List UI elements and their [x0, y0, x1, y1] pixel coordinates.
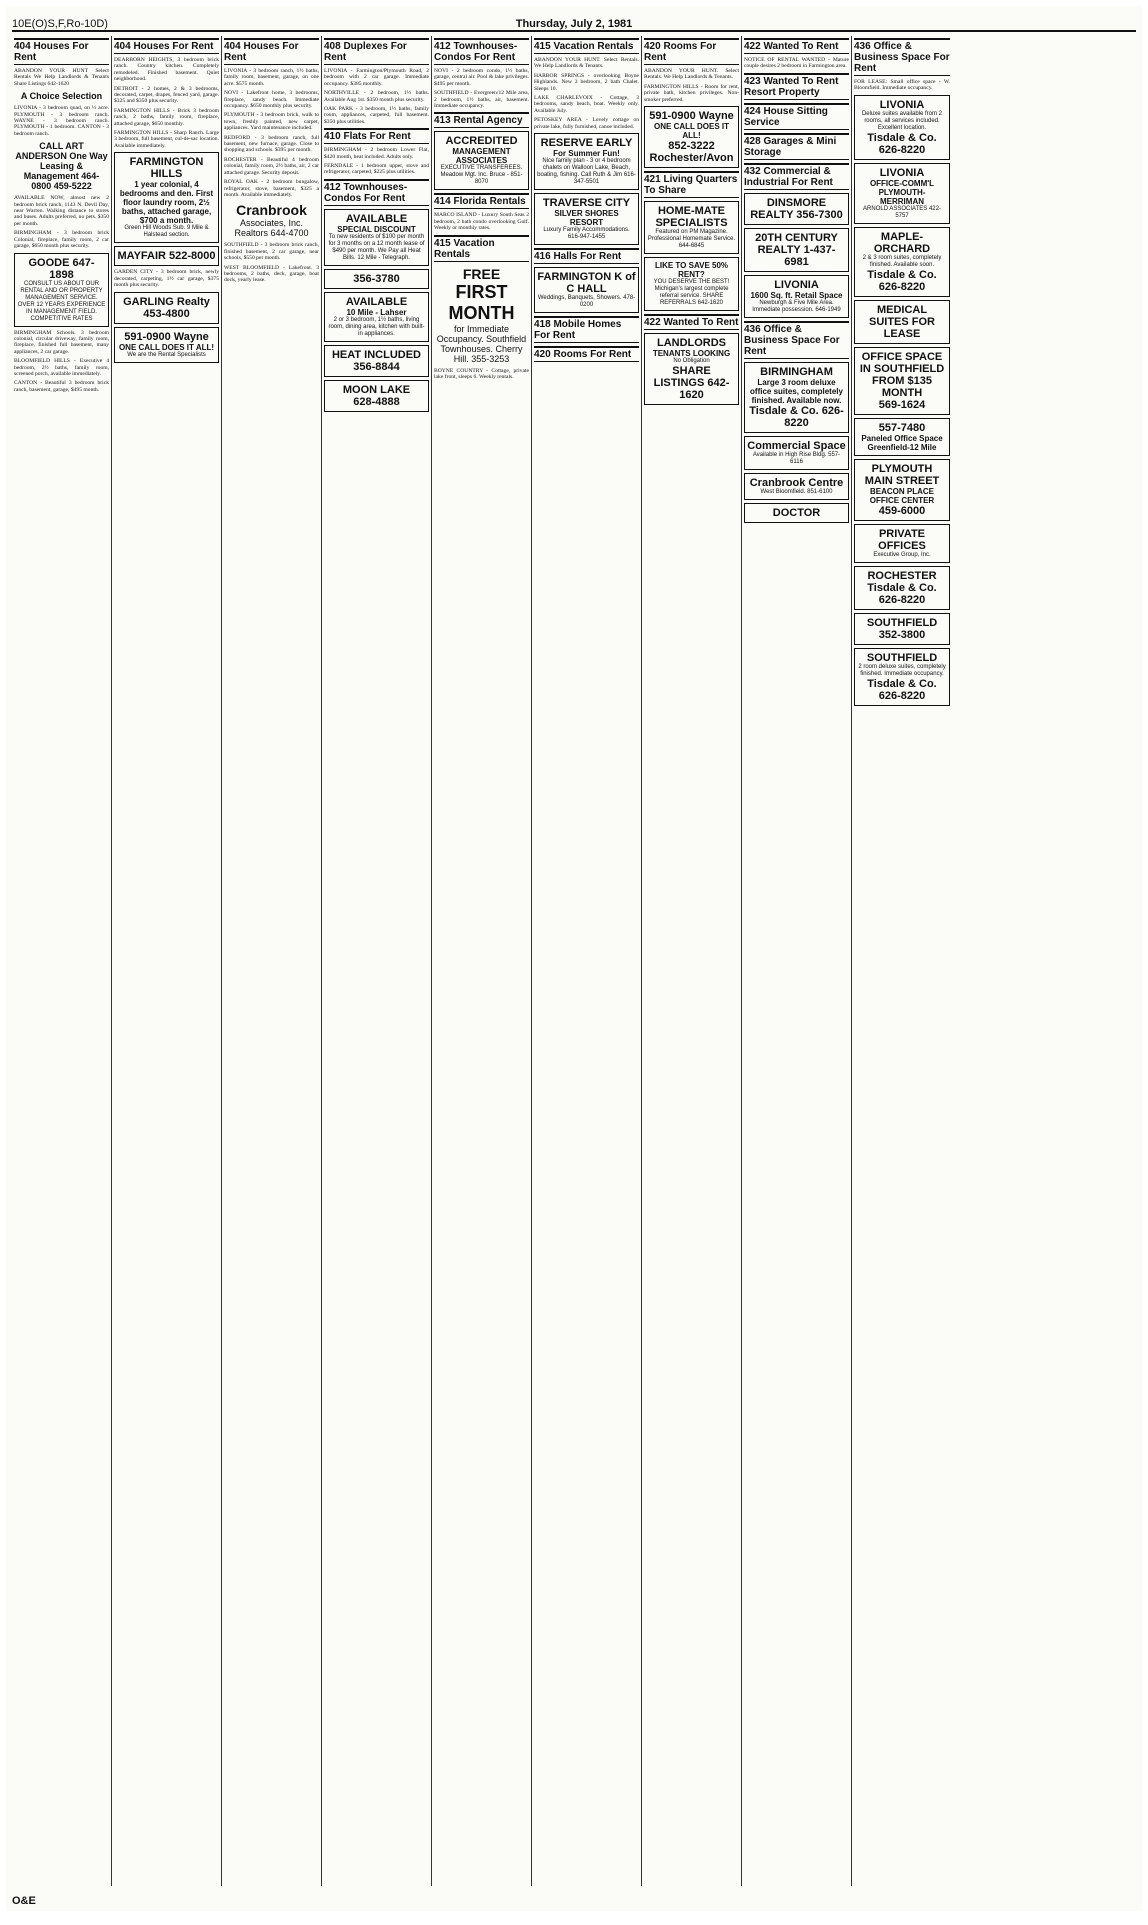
category-heading: 424 House Sitting Service: [744, 103, 849, 130]
classified-ad: ABANDON YOUR HUNT. Select Rentals. We Help Landlords & Tenants.: [644, 68, 739, 81]
column: [742, 36, 852, 1886]
column: [12, 36, 112, 1886]
boxed-ad: [114, 327, 219, 363]
classified-ad: NOVI - 2 bedroom condo, 1½ baths, garage, central air. Pool & lake privileges. $495 per month.: [434, 68, 529, 87]
boxed-ad-phone: Tisdale & Co. 626-8220: [867, 268, 937, 293]
classified-ad: AVAILABLE NOW, almost new 2 bedroom brick ranch, 1143 N. Devil Day, near Warren. Walking distance to stores and buses. Adults preferred, no pets. $350 per month.: [14, 195, 109, 227]
classified-ad: ROYAL OAK - 2 bedroom bungalow, refrigerator, stove, basement, $325 a month. Available immediately.: [224, 179, 319, 198]
boxed-ad-headline: LANDLORDS: [656, 337, 727, 350]
boxed-ad-subhead: BEACON PLACE OFFICE CENTER: [869, 486, 935, 505]
column: [112, 36, 222, 1886]
boxed-ad-headline: GOODE 647-1898: [28, 256, 95, 281]
boxed-ad-headline: MAPLE-ORCHARD: [873, 230, 931, 255]
category-heading: 412 Townhouses-Condos For Rent: [434, 38, 529, 65]
ad-headline: A Choice Selection: [20, 91, 103, 102]
boxed-ad-phone: 459-6000: [878, 504, 926, 517]
boxed-ad: [854, 524, 950, 563]
classified-ad: FERNDALE - 1 bedroom upper, stove and refrigerator, carpeted, $225 plus utilities.: [324, 163, 429, 176]
classified-ad: NORTHVILLE - 2 bedroom, 1½ baths. Available Aug 1st. $350 month plus security.: [324, 90, 429, 103]
classified-ad: OAK PARK - 3 bedroom, 1½ baths, family room, appliances, carpeted, full basement. $350 plus utilities.: [324, 106, 429, 125]
category-heading: 415 Vacation Rentals: [534, 38, 639, 54]
boxed-ad-text: CONSULT US ABOUT OUR RENTAL AND OR PROPERTY MANAGEMENT SERVICE. OVER 12 YEARS EXPERIENCE IN MANAGEMENT FIELD. COMPETITIVE RATES: [17, 280, 106, 322]
boxed-ad: [744, 228, 849, 272]
issue-date: Thursday, July 2, 1981: [515, 18, 633, 30]
boxed-ad: [534, 267, 639, 313]
boxed-ad: [324, 269, 429, 289]
boxed-ad: [854, 95, 950, 160]
boxed-ad-headline: FARMINGTON K of C HALL: [537, 271, 636, 296]
boxed-ad: [744, 362, 849, 433]
boxed-ad: [324, 292, 429, 342]
classified-page: [6, 6, 1142, 1911]
boxed-ad-headline: ROCHESTER: [867, 569, 937, 582]
boxed-ad-text: EXECUTIVE TRANSFEREES. Meadow Mgt. Inc. Bruce - 851-8070: [440, 165, 523, 186]
boxed-ad: [644, 106, 739, 168]
classified-ad: PETOSKEY AREA - Lovely cottage on private lake, fully furnished, canoe included.: [534, 117, 639, 130]
boxed-ad-subhead: SILVER SHORES RESORT: [554, 209, 619, 228]
boxed-ad-phone: 852-3222 Rochester/Avon: [649, 140, 734, 165]
boxed-ad-headline: HOME-MATE SPECIALISTS: [655, 205, 728, 230]
classified-ad: BIRMINGHAM - 2 bedroom Lower Flat, $420 month, heat included. Adults only.: [324, 147, 429, 160]
boxed-ad-subhead: ONE CALL DOES IT ALL!: [654, 122, 729, 141]
category-heading: 422 Wanted To Rent: [644, 314, 739, 330]
classified-ad: BOYNE COUNTRY - Cottage, private lake front, sleeps 6. Weekly rentals.: [434, 367, 529, 381]
ad-headline: CALL ART ANDERSON One Way Leasing & Management 464-0800 459-5222: [15, 141, 108, 192]
classified-ad: LAKE CHARLEVOIX - Cottage, 3 bedrooms, sandy beach, boat. Weekly only. Available July.: [534, 95, 639, 114]
boxed-ad-headline: FARMINGTON HILLS: [129, 156, 204, 181]
boxed-ad-headline: 356-3780: [353, 272, 400, 285]
boxed-ad-subhead: For Summer Fun!: [553, 149, 620, 159]
boxed-ad-text: Nice family plan - 3 or 4 bedroom chalets on Walloon Lake, Beach, boating, fishing. Call Ruth & Jim 616-347-5501: [537, 158, 636, 186]
boxed-ad-phone: Tisdale & Co. 626-8220: [867, 581, 937, 606]
classified-ad: BIRMINGHAM Schools. 3 bedroom colonial, circular driveway, family room, fireplace, finished full basement, many appliances, 2 car garage.: [14, 329, 109, 355]
boxed-ad: [114, 246, 219, 266]
boxed-ad-subhead: SPECIAL DISCOUNT: [337, 224, 416, 234]
boxed-ad: [854, 300, 950, 344]
classified-ad: CANTON - Beautiful 3 bedroom brick ranch, basement, garage, $495 month.: [14, 380, 109, 393]
boxed-ad-headline: MEDICAL SUITES FOR LEASE: [868, 303, 935, 340]
boxed-ad-subhead: Paneled Office Space Greenfield-12 Mile: [861, 433, 943, 452]
boxed-ad-phone: SHARE LISTINGS 642-1620: [653, 365, 730, 402]
classified-ad: FARMINGTON HILLS - Sharp Ranch. Large 3 bedroom, full basement, cul-de-sac location. Available immediately.: [114, 130, 219, 149]
category-heading: 432 Commercial & Industrial For Rent: [744, 163, 849, 190]
boxed-ad-headline: AVAILABLE: [345, 295, 408, 308]
boxed-ad-headline: RESERVE EARLY: [540, 137, 633, 150]
boxed-ad-headline: LIVONIA: [774, 278, 819, 291]
category-heading: 404 Houses For Rent: [224, 38, 319, 65]
boxed-ad: [854, 418, 950, 456]
boxed-ad-subhead: 1600 Sq. ft. Retail Space: [750, 290, 843, 300]
boxed-ad: [854, 613, 950, 645]
boxed-ad: [744, 436, 849, 470]
category-heading: 412 Townhouses-Condos For Rent: [324, 179, 429, 206]
classified-ad: REDFORD - 3 bedroom ranch, full basement, new furnace, garage. Close to shopping and schools. $395 per month.: [224, 134, 319, 154]
boxed-ad-text: Green Hill Woods Sub. 9 Mile & Halstead section.: [124, 225, 209, 239]
classified-ad: DETROIT - 2 homes, 2 & 3 bedrooms, decorated, carpet, drapes, fenced yard, garage. $325 and $350 plus security.: [114, 85, 219, 105]
category-heading: 423 Wanted To Rent Resort Property: [744, 73, 849, 100]
boxed-ad-text: Newburgh & Five Mile Area. Immediate possession. 646-1949: [752, 299, 841, 313]
boxed-ad-subhead: 1 year colonial, 4 bedrooms and den. First floor laundry room, 2½ baths, attached garage, $700 a month.: [119, 180, 214, 226]
display-ad-title: FREE: [462, 265, 501, 282]
columns-container: [12, 36, 1136, 1886]
classified-ad: HARBOR SPRINGS - overlooking Boyne Highlands. New 3 bedroom, 2 bath Chalet. Sleeps 10.: [534, 72, 639, 92]
boxed-ad-text: 2 room deluxe suites, completely finished. Immediate occupancy.: [858, 663, 946, 677]
category-heading: 420 Rooms For Rent: [644, 38, 739, 65]
classified-ad: FARMINGTON HILLS - Brick 3 bedroom ranch, 2 baths, family room, fireplace, attached garage, $650 monthly.: [114, 107, 219, 127]
boxed-ad-phone: Tisdale & Co. 626-8220: [749, 404, 844, 429]
category-heading: 421 Living Quarters To Share: [644, 171, 739, 198]
boxed-ad: [324, 380, 429, 412]
classified-ad: NOTICE OF RENTAL WANTED - Mature couple desires 2 bedroom in Farmington area.: [744, 57, 849, 70]
boxed-ad-text: We are the Rental Specialists: [127, 351, 206, 358]
boxed-ad-text: YOU DESERVE THE BEST! Michigan's largest complete referral service. SHARE REFERRALS 642-1620: [653, 279, 730, 307]
boxed-ad: [744, 193, 849, 225]
boxed-ad-headline: AVAILABLE: [345, 212, 408, 225]
boxed-ad: [854, 163, 950, 224]
boxed-ad-text: Deluxe suites available from 2 rooms, all services included. Excellent location.: [861, 110, 943, 131]
classified-ad: PLYMOUTH - 3 bedroom brick, walk to town, freshly painted, new carpet, appliances. Yard maintenance included.: [224, 112, 319, 132]
boxed-ad-headline: 591-0900 Wayne: [649, 110, 734, 123]
classified-ad: FOR LEASE: Small office space - W. Bloomfield. Immediate occupancy.: [854, 79, 950, 92]
classified-ad: ABANDON YOUR HUNT Select Rentals We Help Landlords & Tenants Share Listings 642-1620: [14, 68, 109, 87]
category-heading: 436 Office & Business Space For Rent: [744, 321, 849, 359]
boxed-ad: [854, 347, 950, 415]
boxed-ad-headline: MAYFAIR 522-8000: [117, 250, 216, 263]
boxed-ad: [744, 275, 849, 318]
boxed-ad-phone: 628-4888: [353, 395, 400, 408]
boxed-ad: [114, 292, 219, 324]
boxed-ad: [534, 193, 639, 245]
boxed-ad-headline: ACCREDITED: [445, 135, 518, 148]
boxed-ad-subhead: ONE CALL DOES IT ALL!: [118, 342, 215, 352]
category-heading: 428 Garages & Mini Storage: [744, 133, 849, 160]
boxed-ad: [644, 201, 739, 254]
boxed-ad-phone: Tisdale & Co. 626-8220: [867, 131, 937, 156]
boxed-ad-headline: HEAT INCLUDED 356-8844: [331, 348, 421, 373]
boxed-ad: [854, 566, 950, 610]
boxed-ad-text: 2 or 3 bedroom, 1½ baths, living room, dining area, kitchen with built-in appliances.: [328, 316, 425, 337]
column: [642, 36, 742, 1886]
boxed-ad-headline: 557-7480: [878, 421, 926, 434]
boxed-ad: [114, 152, 219, 243]
page-header: [12, 6, 1136, 32]
boxed-ad-headline: TRAVERSE CITY: [542, 197, 631, 210]
boxed-ad-subhead: TENANTS LOOKING: [652, 349, 731, 359]
boxed-ad-text: ARNOLD ASSOCIATES 422-5757: [863, 205, 941, 219]
boxed-ad-text: 2 & 3 room suites, completely finished. Available soon.: [862, 254, 942, 268]
boxed-ad: [854, 648, 950, 706]
boxed-ad-phone: 569-1624: [878, 398, 926, 411]
display-ad-text: for Immediate Occupancy. Southfield Townhouses. Cherry Hill. 355-3253: [436, 323, 527, 364]
boxed-ad-headline: PRIVATE OFFICES: [878, 527, 926, 552]
category-heading: 420 Rooms For Rent: [534, 346, 639, 362]
classified-ad: FARMINGTON HILLS - Room for rent, private bath, kitchen privileges. Non-smoker preferred.: [644, 83, 739, 103]
boxed-ad-text: Available in High Rise Bldg. 557-6116: [752, 451, 841, 465]
boxed-ad-subhead: Large 3 room deluxe office suites, completely finished. Available now.: [750, 377, 843, 405]
boxed-ad: [854, 459, 950, 521]
boxed-ad-headline: MOON LAKE: [342, 383, 411, 396]
classified-ad: BLOOMFIELD HILLS - Executive 4 bedroom, 2½ baths, family room, screened porch, available immediately.: [14, 358, 109, 377]
classified-ad: ROCHESTER - Beautiful 4 bedroom colonial, family room, 2½ baths, air, 2 car attached garage. Security deposit.: [224, 156, 319, 176]
boxed-ad-subhead: LIKE TO SAVE 50% RENT?: [654, 261, 729, 280]
category-heading: 413 Rental Agency: [434, 112, 529, 128]
display-ad-title: Cranbrook: [236, 202, 307, 219]
classified-ad: NOVI - Lakefront home, 3 bedrooms, fireplace, sandy beach. Immediate occupancy. $650 monthly plus security.: [224, 90, 319, 110]
boxed-ad: [324, 209, 429, 266]
column: [852, 36, 952, 1886]
boxed-ad: [854, 227, 950, 297]
category-heading: 404 Houses For Rent: [14, 38, 109, 65]
boxed-ad-headline: 591-0900 Wayne: [124, 330, 209, 343]
classified-ad: LIVONIA - 3 bedroom quad, on ½ acre. PLYMOUTH - 3 bedroom ranch. WAYNE - 3 bedroom ranch. PLYMOUTH - 1 bedroom. CANTON - 3 bedroom ranch.: [14, 105, 109, 137]
category-heading: 416 Halls For Rent: [534, 248, 639, 264]
boxed-ad: [324, 345, 429, 377]
boxed-ad-subhead: MANAGEMENT ASSOCIATES: [452, 147, 511, 166]
boxed-ad-headline: LIVONIA: [879, 98, 925, 111]
classified-ad: LIVONIA - Farmington/Plymouth Road, 2 bedroom with 2 car garage. Immediate occupancy. $385 monthly.: [324, 68, 429, 87]
boxed-ad-headline: OFFICE SPACE IN SOUTHFIELD FROM $135 MONTH: [859, 350, 945, 399]
classified-ad: SOUTHFIELD - Evergreen/12 Mile area, 2 bedroom, 1½ baths, air, basement. Immediate occupancy.: [434, 90, 529, 110]
boxed-ad-phone: Tisdale & Co. 626-8220: [867, 677, 937, 702]
boxed-ad: [434, 131, 529, 190]
page-footer: O&E: [12, 1895, 36, 1907]
boxed-ad-headline: 20TH CENTURY REALTY 1-437-6981: [755, 231, 838, 268]
boxed-ad-headline: PLYMOUTH MAIN STREET: [864, 462, 940, 487]
classified-ad: BIRMINGHAM - 3 bedroom brick Colonial, fireplace, family room, 2 car garage, $650 month plus security.: [14, 230, 109, 250]
category-heading: 415 Vacation Rentals: [434, 235, 529, 262]
category-heading: 410 Flats For Rent: [324, 128, 429, 144]
boxed-ad-headline: DINSMORE REALTY 356-7300: [750, 196, 843, 221]
boxed-ad-phone: 352-3800: [878, 628, 926, 641]
category-heading: 408 Duplexes For Rent: [324, 38, 429, 65]
boxed-ad-text: Weddings, Banquets, Showers. 478-0200: [537, 295, 636, 309]
boxed-ad-headline: Cranbrook Centre: [749, 476, 844, 489]
boxed-ad: [14, 253, 109, 327]
boxed-ad-headline: SOUTHFIELD: [866, 616, 938, 629]
classified-ad: ABANDON YOUR HUNT. Select Rentals. We Help Landlords & Tenants.: [534, 57, 639, 70]
classified-ad: LIVONIA - 3 bedroom ranch, 1½ baths, family room, basement, garage, on one acre. $575 month.: [224, 68, 319, 87]
display-ad-subtitle: FIRST MONTH: [448, 281, 515, 323]
category-heading: 436 Office & Business Space For Rent: [854, 38, 950, 76]
display-ad: [224, 202, 319, 238]
boxed-ad-subhead: OFFICE-COMM'L PLYMOUTH-MERRIMAN: [869, 178, 935, 206]
boxed-ad: [644, 257, 739, 311]
boxed-ad: [644, 333, 739, 405]
classified-ad: GARDEN CITY - 3 bedroom brick, newly decorated, carpeting, 1½ car garage, $375 month plus security.: [114, 269, 219, 289]
classified-ad: SOUTHFIELD - 3 bedroom brick ranch, finished basement, 2 car garage, near schools, $550 per month.: [224, 242, 319, 262]
column: [322, 36, 432, 1886]
classified-ad: DEARBORN HEIGHTS, 3 bedroom brick ranch. Country kitchen. Completely remodeled. Finished basement. Quiet neighborhood.: [114, 57, 219, 83]
boxed-ad-text: Luxury Family Accommodations. 616-947-1455: [543, 227, 630, 241]
boxed-ad: [744, 473, 849, 500]
boxed-ad-headline: SOUTHFIELD: [866, 651, 938, 664]
classified-ad: WEST BLOOMFIELD - Lakefront. 3 bedrooms, 2 baths, deck, garage, boat dock, yearly lease.: [224, 264, 319, 284]
boxed-ad-text: Featured on PM Magazine. Professional Homemate Service. 644-6845: [647, 229, 736, 250]
classified-ad: MARCO ISLAND - Luxury South Seas 2 bedroom, 2 bath condo overlooking Gulf. Weekly or monthly rates.: [434, 212, 529, 232]
category-heading: 422 Wanted To Rent: [744, 38, 849, 54]
boxed-ad-headline: BIRMINGHAM: [760, 365, 833, 378]
column: [222, 36, 322, 1886]
display-ad-text: Associates, Inc. Realtors 644-4700: [234, 218, 309, 239]
boxed-ad-subhead: 10 Mile - Lahser: [346, 307, 407, 317]
boxed-ad-headline: Commercial Space: [747, 439, 846, 452]
category-heading: 418 Mobile Homes For Rent: [534, 316, 639, 343]
boxed-ad-headline: DOCTOR: [772, 506, 821, 519]
boxed-ad-headline: GARLING Realty 453-4800: [123, 295, 210, 320]
boxed-ad-text: No Obligation: [673, 358, 710, 365]
boxed-ad: [534, 133, 639, 190]
boxed-ad-text: To new residents of $100 per month for 3 months on a 12 month lease of $490 per month. We Pay all Heat Bills. 12 Mile - Telegraph.: [328, 233, 425, 261]
column: [532, 36, 642, 1886]
display-ad: [434, 266, 529, 364]
column: [432, 36, 532, 1886]
section-code: 10E(O)S,F,Ro-10D): [12, 18, 108, 30]
boxed-ad-text: West Bloomfield. 851-6100: [760, 488, 833, 495]
boxed-ad-text: Executive Group, Inc.: [873, 551, 931, 558]
category-heading: 404 Houses For Rent: [114, 38, 219, 54]
boxed-ad: [744, 503, 849, 523]
category-heading: 414 Florida Rentals: [434, 193, 529, 209]
boxed-ad-headline: LIVONIA: [879, 166, 925, 179]
